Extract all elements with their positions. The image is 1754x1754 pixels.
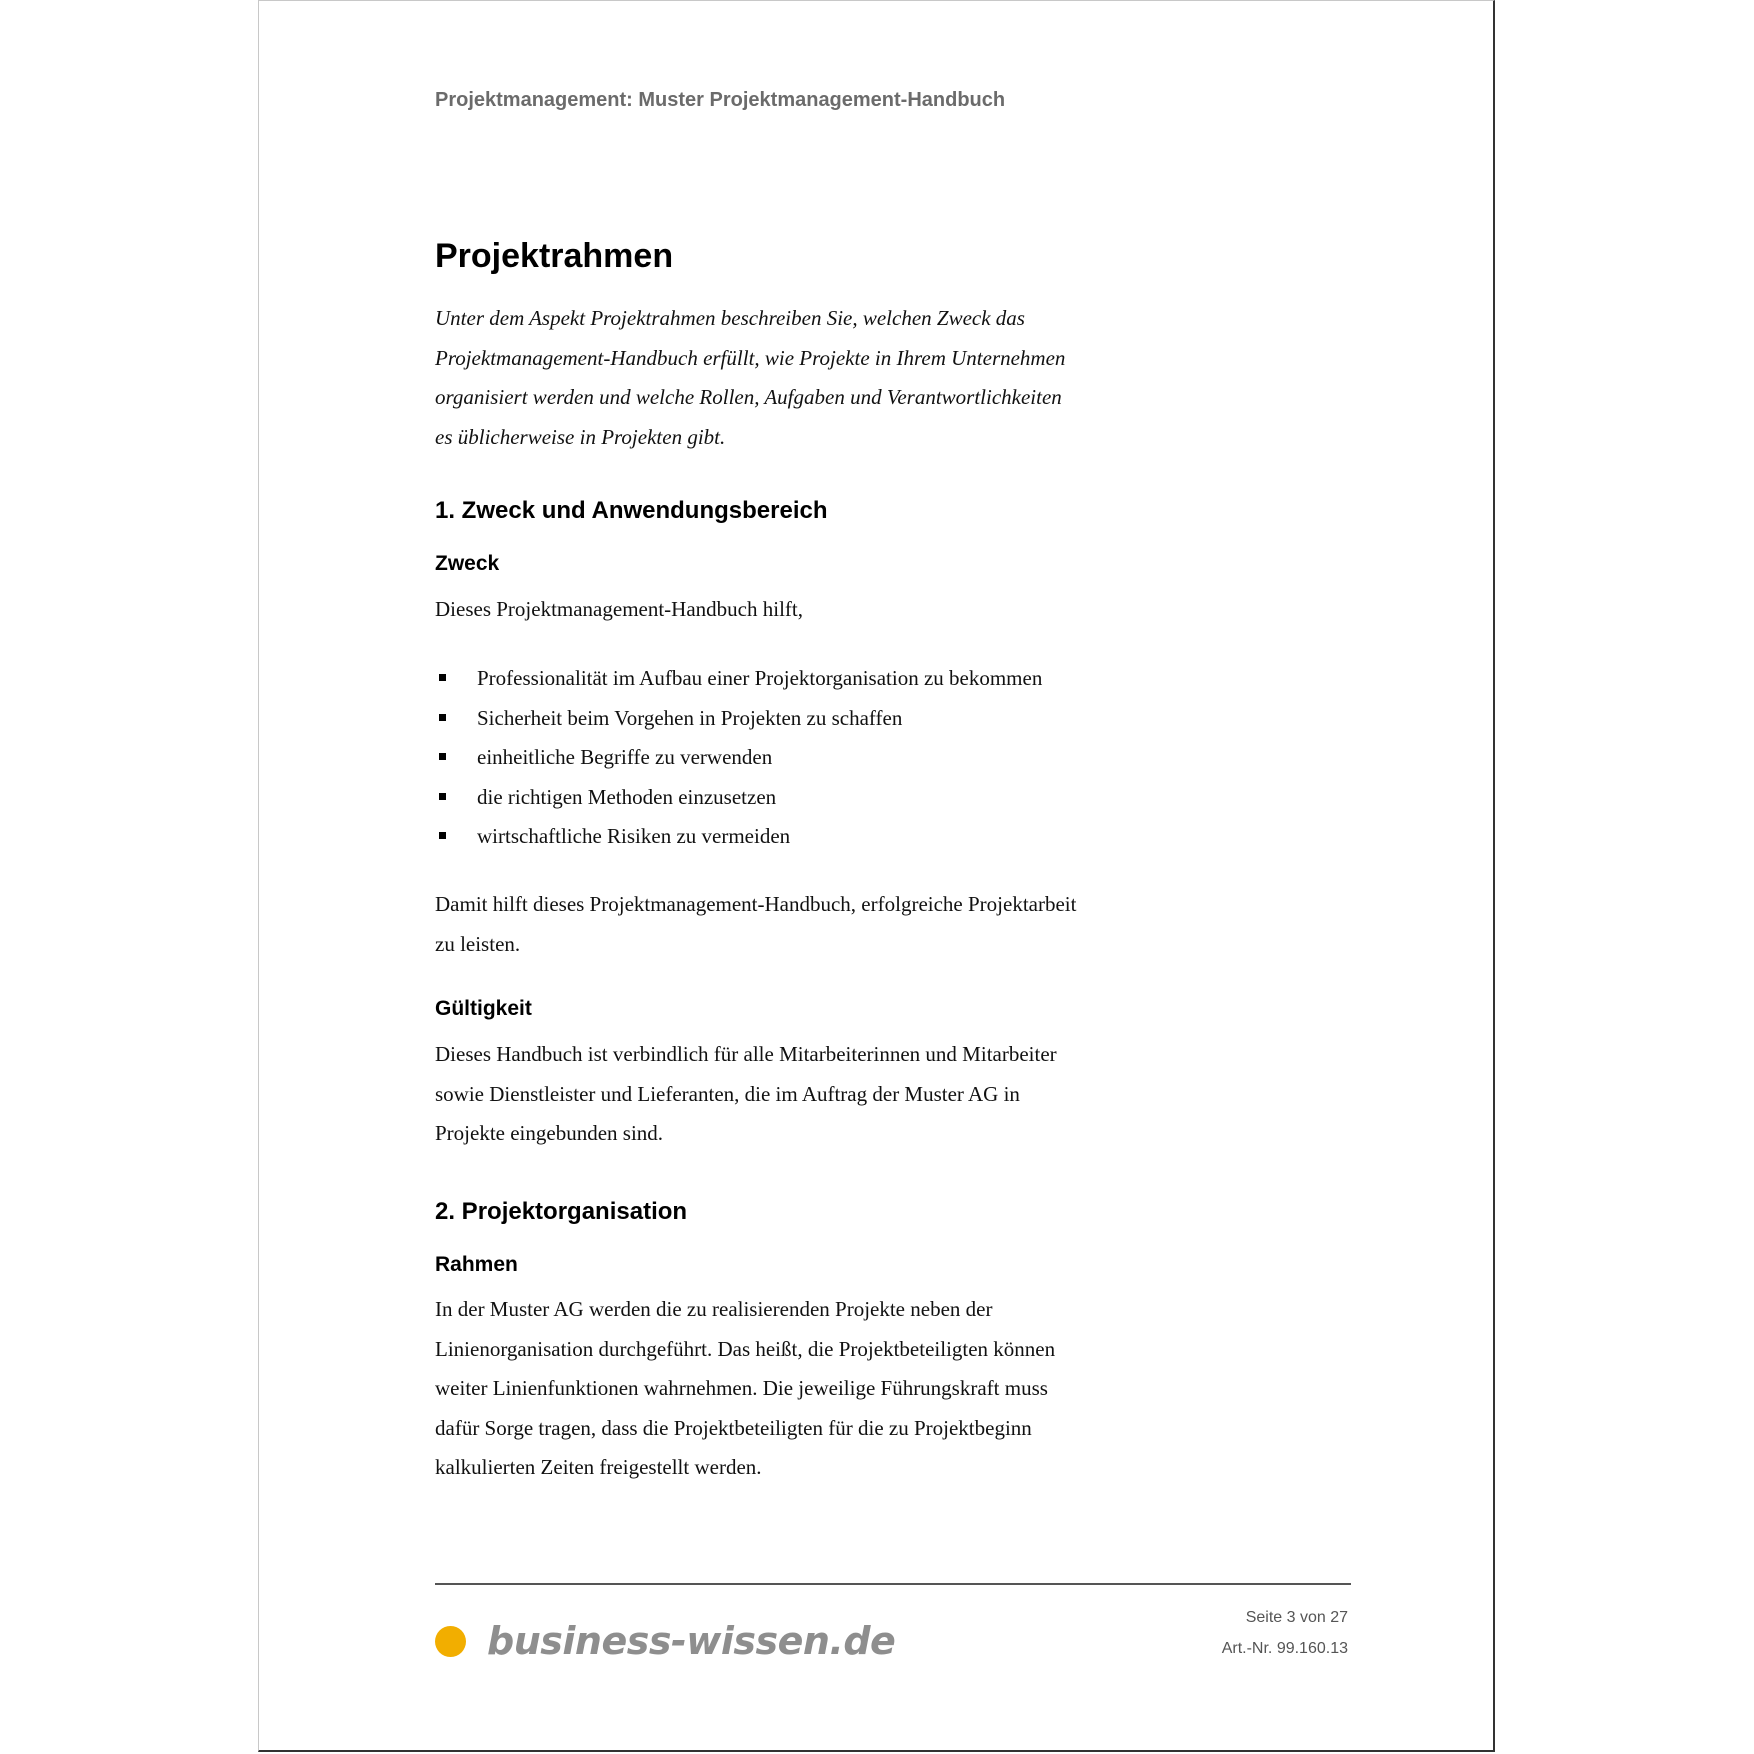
- intro-line: organisiert werden und welche Rollen, Aufgaben und Verantwortlichkeiten: [435, 385, 1062, 410]
- gueltigkeit-heading: Gültigkeit: [435, 997, 532, 1020]
- document-page: [258, 0, 1495, 1752]
- list-item-text: die richtigen Methoden einzusetzen: [477, 784, 777, 809]
- chapter-1-heading: 1. Zweck und Anwendungsbereich: [435, 497, 828, 524]
- logo-text: business-wissen.de: [487, 1619, 896, 1663]
- paragraph-line: Damit hilft dieses Projektmanagement-Handbuch, erfolgreiche Projektarbeit: [435, 892, 1077, 916]
- list-item-text: einheitliche Begriffe zu verwenden: [477, 745, 773, 770]
- paragraph-line: kalkulierten Zeiten freigestellt werden.: [435, 1455, 762, 1480]
- chapter-2-heading: 2. Projektorganisation: [435, 1198, 688, 1225]
- zweck-heading: Zweck: [435, 552, 500, 575]
- paragraph-line: Dieses Handbuch ist verbindlich für alle Mitarbeiterinnen und Mitarbeiter: [435, 1042, 1057, 1066]
- paragraph-line: sowie Dienstleister und Lieferanten, die im Auftrag der Muster AG in: [435, 1081, 1020, 1106]
- article-number: Art.-Nr. 99.160.13: [1221, 1640, 1348, 1657]
- paragraph-line: dafür Sorge tragen, dass die Projektbeteiligten für die zu Projektbeginn: [435, 1415, 1032, 1440]
- intro-line: Unter dem Aspekt Projektrahmen beschreiben Sie, welchen Zweck das: [435, 306, 1025, 330]
- square-bullet-icon: [439, 714, 446, 721]
- paragraph-line: weiter Linienfunktionen wahrnehmen. Die jeweilige Führungskraft muss: [435, 1376, 1048, 1401]
- paragraph-line: Projekte eingebunden sind.: [435, 1121, 664, 1146]
- square-bullet-icon: [439, 674, 446, 681]
- page-number: Seite 3 von 27: [1245, 1609, 1348, 1626]
- running-header: Projektmanagement: Muster Projektmanagement-Handbuch: [435, 89, 1006, 111]
- list-item-text: Professionalität im Aufbau einer Projektorganisation zu bekommen: [477, 666, 1043, 690]
- square-bullet-icon: [439, 753, 446, 760]
- logo-dot-icon: [435, 1626, 466, 1657]
- square-bullet-icon: [439, 832, 446, 839]
- brand-logo: [435, 1619, 895, 1663]
- square-bullet-icon: [439, 793, 446, 800]
- rahmen-paragraph: [435, 1290, 1055, 1488]
- paragraph-line: zu leisten.: [435, 931, 521, 956]
- intro-line: Projektmanagement-Handbuch erfüllt, wie Projekte in Ihrem Unternehmen: [435, 345, 1066, 370]
- footer-divider: [435, 1583, 1351, 1585]
- section-title: Projektrahmen: [435, 237, 674, 275]
- list-item-text: Sicherheit beim Vorgehen in Projekten zu schaffen: [477, 705, 903, 730]
- zweck-lead: [435, 590, 803, 630]
- paragraph-line: In der Muster AG werden die zu realisierenden Projekte neben der: [435, 1297, 993, 1321]
- section-intro: [435, 299, 1065, 457]
- paragraph-line: Linienorganisation durchgeführt. Das heißt, die Projektbeteiligten können: [435, 1336, 1056, 1361]
- paragraph-line: Dieses Projektmanagement-Handbuch hilft,: [435, 597, 803, 621]
- zweck-closing: [435, 885, 1076, 964]
- intro-line: es üblicherweise in Projekten gibt.: [435, 424, 726, 449]
- list-item-text: wirtschaftliche Risiken zu vermeiden: [477, 824, 791, 849]
- rahmen-heading: Rahmen: [435, 1253, 518, 1276]
- gueltigkeit-paragraph: [435, 1035, 1057, 1154]
